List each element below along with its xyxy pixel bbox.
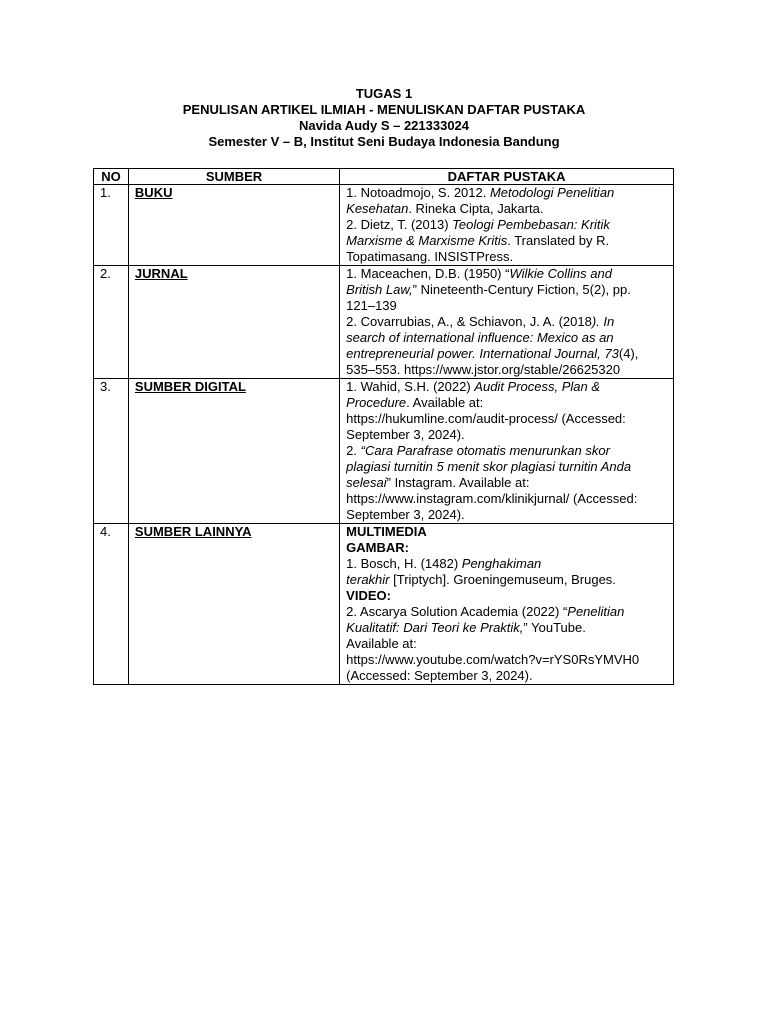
table-row (94, 379, 674, 524)
table-row (94, 185, 674, 266)
table-row (94, 266, 674, 379)
column-header-reference: DAFTAR PUSTAKA (340, 169, 674, 185)
table-header-row (94, 169, 674, 185)
table-row (94, 524, 674, 685)
row-number: 4. (94, 524, 129, 685)
reference-entry: 1. Wahid, S.H. (2022) Audit Process, Plan & Procedure. Available at: https://hukumline.com/audit-process/ (Accessed: September 3, 2024). 2. “Cara Parafrase otomatis menurunkan skor plagiasi turnitin 5 menit skor plagiasi turnitin Anda selesai” Instagram. Available at: https://www.instagram.com/klinikjurnal/ (Accessed: September 3, 2024). (340, 379, 674, 524)
source-type: SUMBER LAINNYA (128, 524, 339, 685)
class-institution: Semester V – B, Institut Seni Budaya Indonesia Bandung (208, 134, 560, 149)
column-header-no: NO (94, 169, 129, 185)
row-number: 3. (94, 379, 129, 524)
reference-entry: 1. Maceachen, D.B. (1950) “Wilkie Collins and British Law,” Nineteenth-Century Fiction, 5(2), pp. 121–139 2. Covarrubias, A., & Schiavon, J. A. (2018). In search of international influence: Mexico as an entrepreneurial power. International Journal, 73(4), 535–553. https://www.jstor.org/stable/26625320 (340, 266, 674, 379)
document-header (0, 86, 768, 150)
student-name: Navida Audy S – 221333024 (298, 118, 470, 133)
source-type: BUKU (128, 185, 339, 266)
column-header-source: SUMBER (128, 169, 339, 185)
row-number: 1. (94, 185, 129, 266)
source-type: SUMBER DIGITAL (128, 379, 339, 524)
bibliography-table (93, 168, 674, 685)
reference-entry: MULTIMEDIA GAMBAR: 1. Bosch, H. (1482) Penghakiman terakhir [Triptych]. Groeningemuseum, Bruges. VIDEO: 2. Ascarya Solution Academia (2022) “Penelitian Kualitatif: Dari Teori ke Praktik,” YouTube. Available at: https://www.youtube.com/watch?v=rYS0RsYMVH0 (Accessed: September 3, 2024). (340, 524, 674, 685)
row-number: 2. (94, 266, 129, 379)
reference-entry: 1. Notoadmojo, S. 2012. Metodologi Penelitian Kesehatan. Rineka Cipta, Jakarta. 2. Dietz, T. (2013) Teologi Pembebasan: Kritik Marxisme & Marxisme Kritis. Translated by R. Topatimasang. INSISTPress. (340, 185, 674, 266)
source-type: JURNAL (128, 266, 339, 379)
assignment-subtitle: PENULISAN ARTIKEL ILMIAH - MENULISKAN DAFTAR PUSTAKA (182, 102, 586, 117)
assignment-title: TUGAS 1 (355, 86, 413, 101)
